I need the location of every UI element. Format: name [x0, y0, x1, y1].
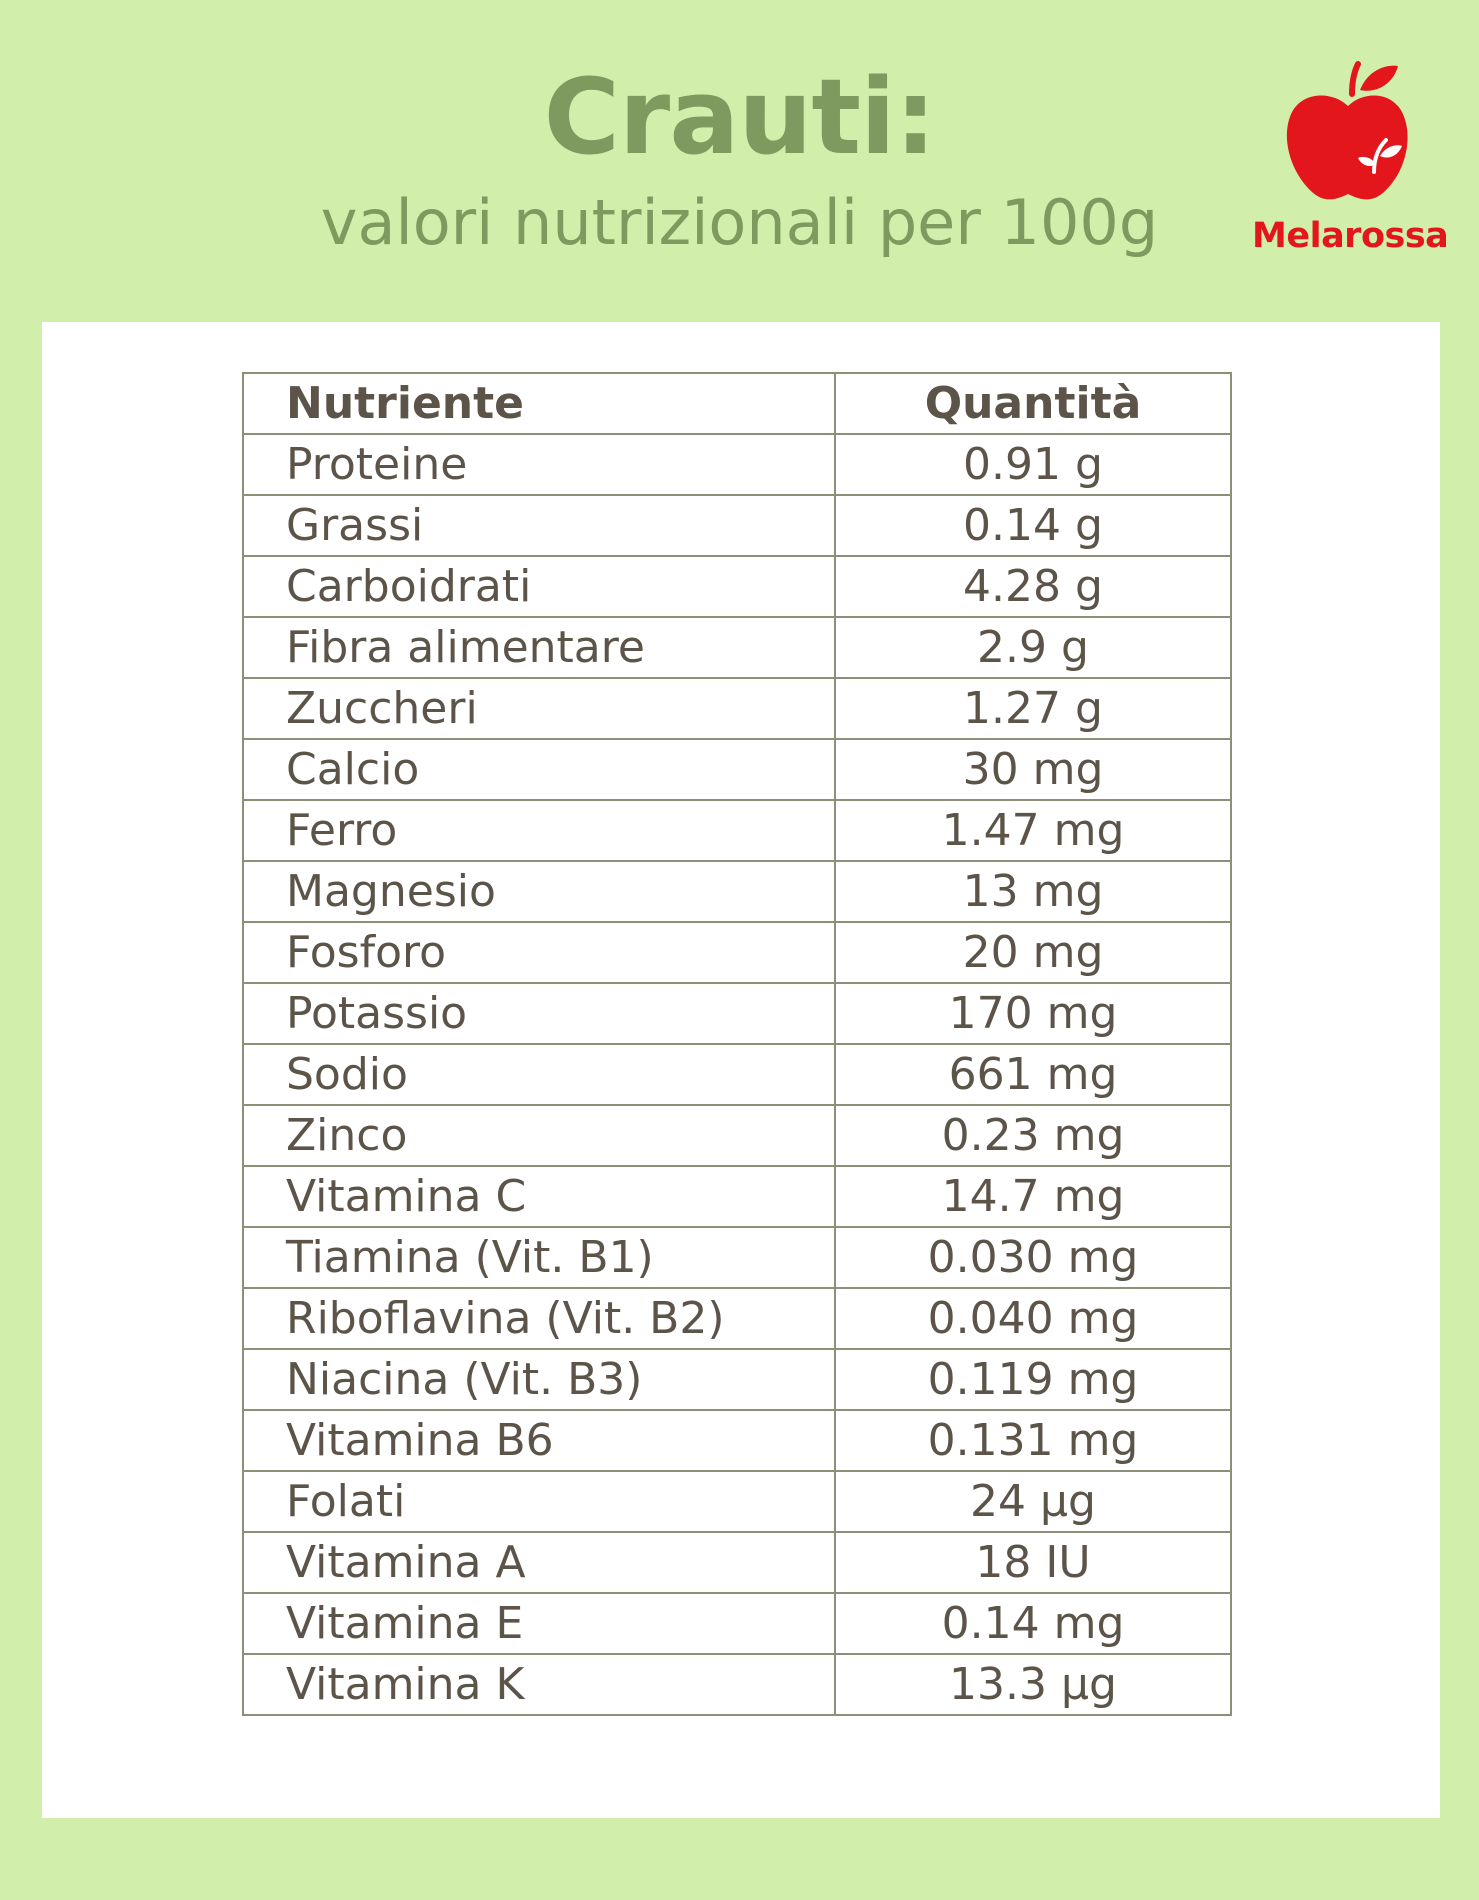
apple-icon: [1282, 60, 1412, 205]
header: [0, 0, 1479, 320]
table-row: [243, 1288, 1231, 1349]
table-row: [243, 800, 1231, 861]
nutrient-quantity: 4.28 g: [835, 556, 1231, 617]
nutrient-name: Tiamina (Vit. B1): [243, 1227, 835, 1288]
nutrient-name: Vitamina C: [243, 1166, 835, 1227]
table-row: [243, 495, 1231, 556]
nutrient-name: Calcio: [243, 739, 835, 800]
table-row: [243, 678, 1231, 739]
nutrient-name: Sodio: [243, 1044, 835, 1105]
nutrient-quantity: 0.040 mg: [835, 1288, 1231, 1349]
column-header-quantity: Quantità: [835, 373, 1231, 434]
table-row: [243, 1105, 1231, 1166]
nutrient-quantity: 0.14 g: [835, 495, 1231, 556]
nutrient-name: Zinco: [243, 1105, 835, 1166]
nutrition-table: [242, 372, 1232, 1716]
table-row: [243, 1044, 1231, 1105]
page-subtitle: valori nutrizionali per 100g: [320, 186, 1159, 259]
nutrient-name: Fibra alimentare: [243, 617, 835, 678]
table-row: [243, 1532, 1231, 1593]
column-header-nutrient: Nutriente: [243, 373, 835, 434]
table-row: [243, 739, 1231, 800]
nutrient-quantity: 0.119 mg: [835, 1349, 1231, 1410]
table-row: [243, 1410, 1231, 1471]
brand-logo: [1252, 60, 1449, 260]
nutrient-name: Niacina (Vit. B3): [243, 1349, 835, 1410]
table-row: [243, 556, 1231, 617]
nutrient-quantity: 0.91 g: [835, 434, 1231, 495]
nutrient-name: Vitamina K: [243, 1654, 835, 1715]
nutrient-name: Carboidrati: [243, 556, 835, 617]
nutrient-quantity: 0.23 mg: [835, 1105, 1231, 1166]
nutrient-name: Potassio: [243, 983, 835, 1044]
nutrient-name: Zuccheri: [243, 678, 835, 739]
table-header-row: [243, 373, 1231, 434]
table-row: [243, 617, 1231, 678]
nutrient-name: Vitamina A: [243, 1532, 835, 1593]
nutrient-quantity: 170 mg: [835, 983, 1231, 1044]
table-row: [243, 861, 1231, 922]
nutrient-quantity: 30 mg: [835, 739, 1231, 800]
nutrient-name: Magnesio: [243, 861, 835, 922]
nutrient-name: Ferro: [243, 800, 835, 861]
table-row: [243, 434, 1231, 495]
nutrient-name: Fosforo: [243, 922, 835, 983]
nutrient-quantity: 0.14 mg: [835, 1593, 1231, 1654]
brand-name: Melarossa: [1252, 216, 1449, 256]
nutrient-quantity: 24 µg: [835, 1471, 1231, 1532]
nutrient-quantity: 20 mg: [835, 922, 1231, 983]
nutrient-name: Folati: [243, 1471, 835, 1532]
nutrient-name: Grassi: [243, 495, 835, 556]
nutrient-quantity: 661 mg: [835, 1044, 1231, 1105]
nutrient-name: Proteine: [243, 434, 835, 495]
table-row: [243, 1227, 1231, 1288]
nutrient-quantity: 0.131 mg: [835, 1410, 1231, 1471]
nutrient-name: Vitamina B6: [243, 1410, 835, 1471]
table-row: [243, 983, 1231, 1044]
table-row: [243, 1593, 1231, 1654]
table-row: [243, 1471, 1231, 1532]
nutrient-quantity: 13.3 µg: [835, 1654, 1231, 1715]
page-title: Crauti:: [543, 56, 936, 178]
table-row: [243, 1349, 1231, 1410]
nutrient-quantity: 14.7 mg: [835, 1166, 1231, 1227]
nutrient-quantity: 18 IU: [835, 1532, 1231, 1593]
nutrient-quantity: 2.9 g: [835, 617, 1231, 678]
nutrient-quantity: 1.47 mg: [835, 800, 1231, 861]
nutrient-quantity: 1.27 g: [835, 678, 1231, 739]
nutrient-quantity: 13 mg: [835, 861, 1231, 922]
table-row: [243, 1654, 1231, 1715]
table-row: [243, 1166, 1231, 1227]
nutrient-name: Vitamina E: [243, 1593, 835, 1654]
table-row: [243, 922, 1231, 983]
nutrient-quantity: 0.030 mg: [835, 1227, 1231, 1288]
nutrient-name: Riboflavina (Vit. B2): [243, 1288, 835, 1349]
